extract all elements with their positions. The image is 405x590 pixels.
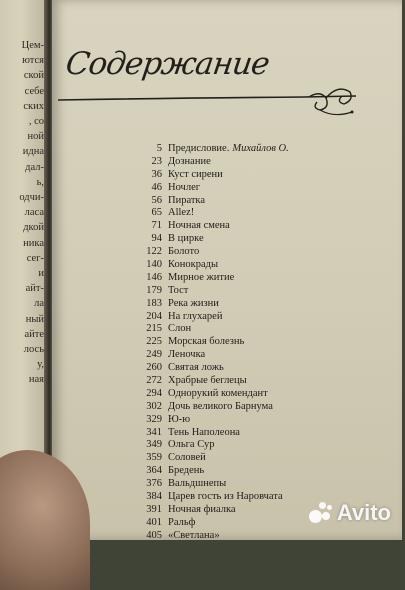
toc-title-text: Ольга Сур: [168, 439, 215, 451]
toc-entry: [134, 258, 374, 271]
toc-entry: [134, 181, 374, 194]
toc-title-text: «Светлана»: [168, 529, 220, 541]
left-page-fragment: себе: [24, 85, 44, 97]
table-of-contents: [134, 142, 374, 542]
toc-entry: [134, 438, 374, 451]
toc-entry: [134, 361, 374, 374]
toc-title: [168, 298, 374, 309]
toc-entry: [134, 335, 374, 348]
toc-page-number: 146: [146, 271, 162, 283]
toc-title: [168, 452, 374, 463]
toc-page-number: 5: [156, 142, 162, 154]
toc-title: [168, 182, 374, 193]
toc-page-number: 65: [151, 207, 162, 219]
toc-title-text: Пиратка: [168, 194, 206, 206]
left-page-fragment: лось: [23, 344, 44, 355]
toc-page-number: 391: [146, 503, 162, 515]
toc-title-text: Святая ложь: [168, 362, 224, 374]
left-page-fragment: идна: [22, 146, 44, 158]
toc-title: [168, 143, 374, 154]
toc-title-text: Allez!: [168, 207, 195, 219]
toc-title-text: Вальдшнепы: [168, 478, 227, 490]
avito-logo-icon: [309, 502, 333, 524]
toc-title-text: Тост: [168, 284, 189, 296]
left-page-fragment: ской: [23, 70, 44, 82]
toc-title: [168, 220, 374, 231]
toc-entry: [134, 168, 374, 181]
toc-title: [168, 401, 374, 412]
toc-title: [168, 233, 374, 244]
toc-title-text: Предисловие.: [168, 142, 230, 154]
toc-entry: [134, 297, 374, 310]
toc-title-text: Куст сирени: [168, 168, 223, 180]
toc-title-text: Соловей: [168, 452, 206, 464]
left-page-fragment: дкой: [23, 222, 44, 234]
toc-title: [168, 414, 374, 425]
toc-entry: [134, 271, 374, 284]
avito-watermark: [309, 500, 391, 526]
toc-title: [168, 336, 374, 347]
toc-title: [168, 349, 374, 360]
toc-title-text: Ночная фиалка: [168, 503, 236, 515]
toc-title-text: Ральф: [168, 516, 196, 528]
toc-title: [168, 530, 374, 541]
right-page: [52, 0, 402, 540]
toc-page-number: 249: [146, 349, 162, 361]
toc-page-number: 272: [146, 374, 162, 386]
left-page-fragment: дал-: [25, 161, 44, 173]
toc-title: [168, 285, 374, 296]
toc-entry: [134, 400, 374, 413]
toc-page-number: 384: [146, 490, 162, 502]
toc-page-number: 183: [146, 297, 162, 309]
toc-title: [168, 169, 374, 180]
toc-title: [168, 259, 374, 270]
toc-title: [168, 246, 374, 257]
page-heading: Содержание: [63, 46, 272, 82]
toc-title-text: Конокрады: [168, 258, 219, 270]
toc-page-number: 364: [146, 465, 162, 477]
toc-title-text: Морская болезнь: [168, 336, 245, 348]
toc-page-number: 329: [146, 413, 162, 425]
toc-title: [168, 362, 374, 373]
toc-entry: [134, 464, 374, 477]
left-page-fragment: ских: [23, 100, 44, 112]
toc-page-number: 204: [146, 310, 162, 322]
toc-title-text: Однорукий комендант: [168, 387, 268, 399]
heading-flourish-icon: [54, 78, 394, 128]
left-page-fragment: айт-: [25, 283, 44, 295]
toc-title-text: Тень Наполеона: [168, 426, 240, 438]
toc-page-number: 140: [146, 258, 162, 270]
toc-title: [168, 388, 374, 399]
toc-page-number: 179: [146, 284, 162, 296]
toc-title-text: Бредень: [168, 465, 205, 477]
toc-page-number: 71: [151, 220, 162, 232]
left-page-fragment: , со: [28, 116, 44, 127]
toc-title-text: Болото: [168, 246, 200, 258]
left-page-fragment: Цем-: [21, 40, 44, 51]
toc-title-text: Ю-ю: [168, 413, 191, 425]
toc-page-number: 359: [146, 452, 162, 464]
left-page-fragment: ласа: [24, 207, 44, 219]
watermark-text: Avito: [336, 500, 391, 525]
toc-page-number: 405: [146, 529, 162, 541]
toc-title: [168, 465, 374, 476]
toc-entry: [134, 348, 374, 361]
toc-page-number: 56: [151, 194, 162, 206]
left-page-fragment: ная: [28, 374, 44, 386]
left-page-fragment: ника: [23, 237, 44, 249]
toc-entry: [134, 413, 374, 426]
left-page-fragment: ла: [34, 298, 44, 310]
toc-title-text: Леночка: [168, 349, 206, 361]
toc-title-text: Мирное житие: [168, 271, 235, 283]
toc-author: Михайлов О.: [232, 142, 289, 154]
toc-title: [168, 439, 374, 450]
toc-title: [168, 195, 374, 206]
left-page-fragment: у,: [37, 359, 44, 371]
toc-title-text: Царев гость из Наровчата: [168, 490, 283, 502]
left-page-fragment: ь,: [36, 176, 44, 188]
toc-title: [168, 323, 374, 334]
toc-page-number: 349: [146, 439, 162, 451]
toc-entry: [134, 310, 374, 323]
toc-title-text: Ночлег: [168, 181, 201, 193]
toc-entry: [134, 219, 374, 232]
toc-page-number: 294: [146, 387, 162, 399]
toc-title-text: Слон: [168, 323, 192, 335]
toc-page-number: 215: [146, 323, 162, 335]
toc-entry: [134, 387, 374, 400]
toc-entry: [134, 451, 374, 464]
toc-title: [168, 478, 374, 489]
toc-entry: [134, 142, 374, 155]
toc-page-number: 23: [151, 155, 162, 167]
toc-page-number: 46: [151, 181, 162, 193]
toc-title-text: Ночная смена: [168, 220, 230, 232]
toc-entry: [134, 426, 374, 439]
left-page-fragment: айте: [24, 328, 44, 340]
toc-page-number: 302: [146, 400, 162, 412]
toc-title: [168, 272, 374, 283]
toc-page-number: 225: [146, 336, 162, 348]
toc-entry: [134, 206, 374, 219]
left-page-fragment: ются: [22, 55, 44, 67]
toc-entry: [134, 374, 374, 387]
toc-page-number: 376: [146, 478, 162, 490]
left-page-fragment: одчи-: [19, 192, 44, 203]
toc-title: [168, 156, 374, 167]
toc-page-number: 260: [146, 362, 162, 374]
toc-title: [168, 311, 374, 322]
toc-entry: [134, 284, 374, 297]
toc-title-text: Дознание: [168, 155, 211, 167]
toc-title: [168, 427, 374, 438]
toc-title-text: Храбрые беглецы: [168, 374, 247, 386]
toc-title-text: В цирке: [168, 233, 204, 245]
toc-title: [168, 375, 374, 386]
toc-page-number: 122: [146, 246, 162, 258]
toc-page-number: 401: [146, 516, 162, 528]
toc-entry: [134, 194, 374, 207]
toc-page-number: 94: [151, 233, 162, 245]
toc-title-text: Дочь великого Барнума: [168, 400, 273, 412]
toc-title-text: Река жизни: [168, 297, 219, 309]
toc-title-text: На глухарей: [168, 310, 223, 322]
toc-page-number: 341: [146, 426, 162, 438]
toc-entry: [134, 477, 374, 490]
toc-entry: [134, 232, 374, 245]
toc-page-number: 36: [151, 168, 162, 180]
left-page-fragment: и: [38, 268, 44, 279]
left-page-fragment: ной: [27, 131, 44, 143]
toc-entry: [134, 322, 374, 335]
toc-entry: [134, 245, 374, 258]
left-page-fragment: ный: [25, 313, 44, 325]
toc-entry: [134, 155, 374, 168]
toc-title: [168, 207, 374, 218]
left-page-fragment: сег-: [26, 252, 44, 264]
